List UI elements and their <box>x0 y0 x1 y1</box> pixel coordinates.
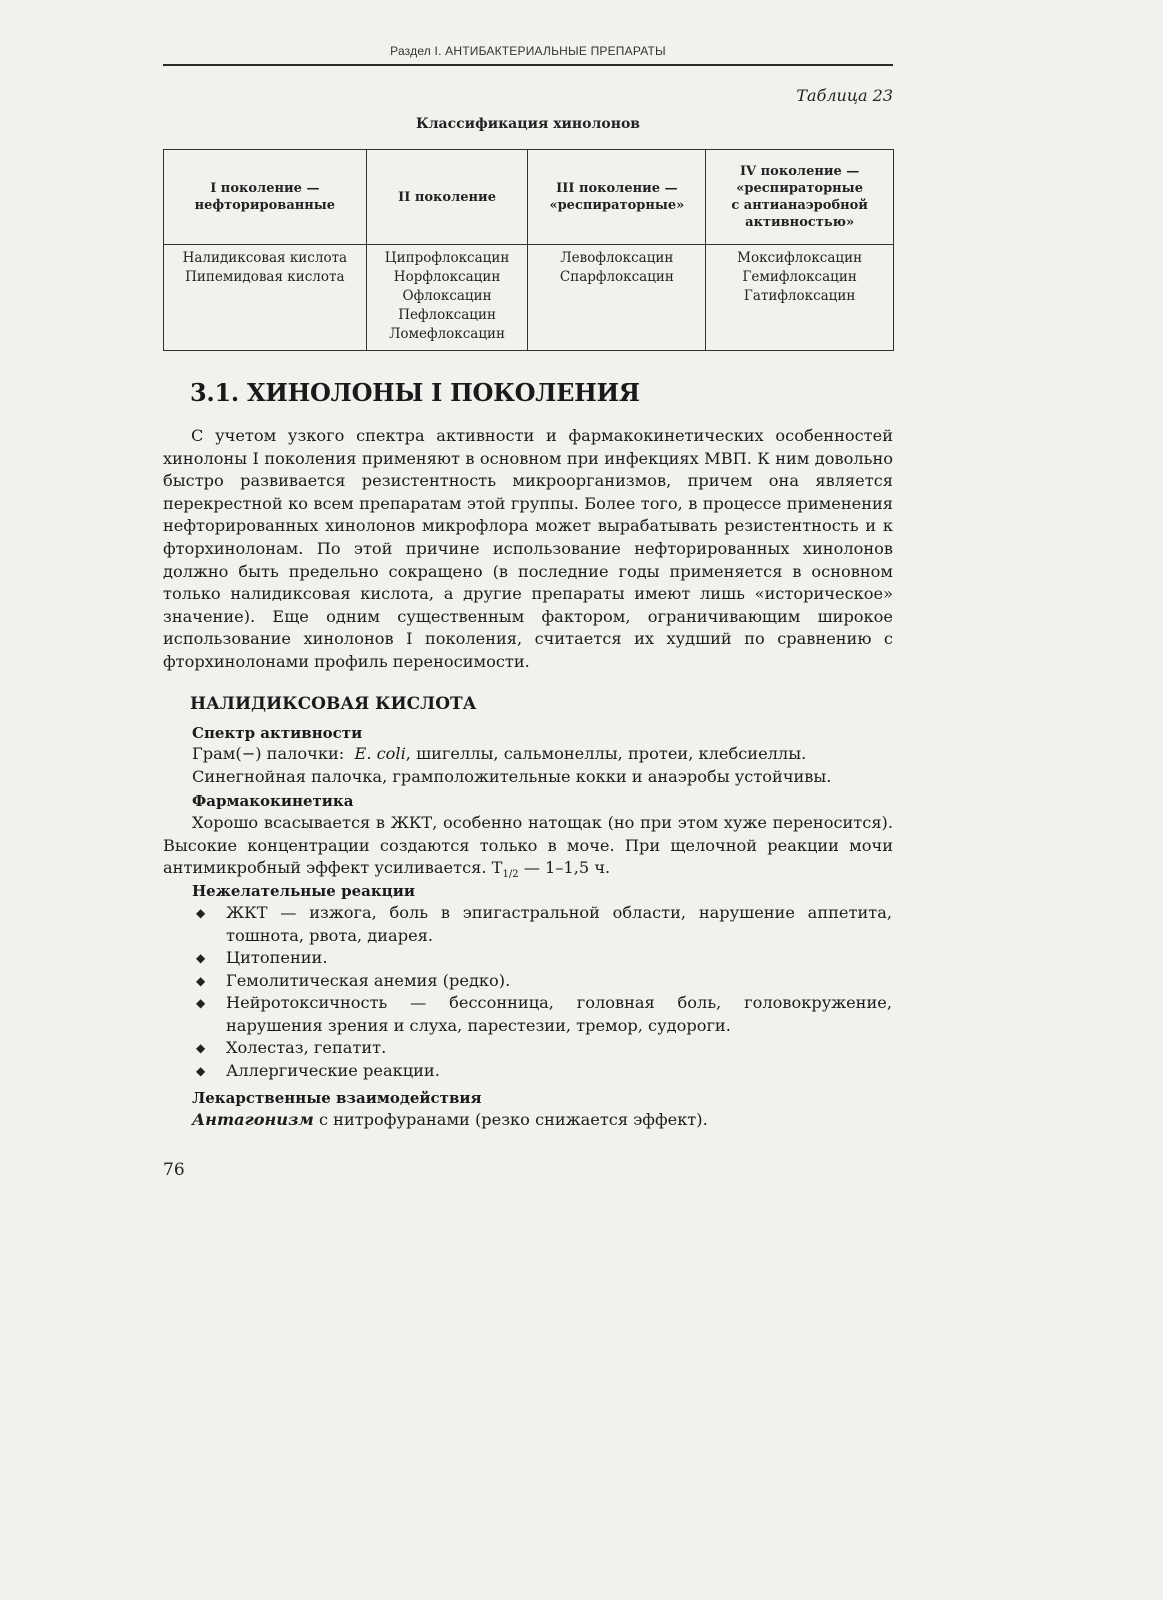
list-item: ◆ Нейротоксичность — бессонница, головная боль, головокружение, нарушения зрения и слуха, парестезии, тремор, судороги. <box>196 993 892 1035</box>
list-item: ◆ ЖКТ — изжога, боль в эпигастральной области, нарушение аппетита, тошнота, рвота, диарея. <box>196 903 892 945</box>
spectrum-line-2: Синегнойная палочка, грамположительные кокки и анаэробы устойчивы. <box>192 767 832 786</box>
table-header-row <box>164 150 894 245</box>
spectrum-label: Спектр активности <box>192 724 363 742</box>
bullet-icon: ◆ <box>196 1041 206 1055</box>
header-gen-1: I поколение — нефторированные <box>164 150 367 245</box>
spectrum-line-1: Грам(−) палочки: E. coli, шигеллы, сальмонеллы, протеи, клебсиеллы. <box>192 744 807 763</box>
header-gen-4: IV поколение — «респираторные с антианаэробной активностью» <box>706 150 894 245</box>
interactions-text: Антагонизм с нитрофуранами (резко снижается эффект). <box>192 1110 708 1129</box>
table-title: Классификация хинолонов <box>415 116 641 132</box>
intro-paragraph: С учетом узкого спектра активности и фармакокинетических особенностей хинолоны I поколения применяют в основном при инфекциях МВП. К ним довольно быстро развивается резистентность микроорганизмов, причем она является перекрестной ко всем препаратам этой группы. Более того, в процессе применения нефторированных хинолонов микрофлора может вырабатывать резистентность и к фторхинолонам. По этой причине использование нефторированных хинолонов должно быть предельно сокращено (в последние годы применяется в основном только налидиксовая кислота, а другие препараты имеют лишь «историческое» значение). Еще одним существенным фактором, ограничивающим широкое использование хинолонов I поколения, считается их худший по сравнению с фторхинолонами профиль переносимости. <box>163 426 893 671</box>
header-gen-2: II поколение <box>366 150 528 245</box>
running-title: Раздел I. АНТИБАКТЕРИАЛЬНЫЕ ПРЕПАРАТЫ <box>390 44 666 58</box>
header-gen-3: III поколение — «респираторные» <box>528 150 706 245</box>
page-number: 76 <box>163 1160 185 1180</box>
quinolone-classification-table <box>163 149 894 351</box>
adverse-reactions-list <box>192 902 892 1082</box>
bullet-icon: ◆ <box>196 973 206 988</box>
bullet-icon: ◆ <box>196 951 206 965</box>
cell-gen-3: Левофлоксацин Спарфлоксацин <box>528 245 706 351</box>
section-heading: 3.1. ХИНОЛОНЫ I ПОКОЛЕНИЯ <box>190 378 640 407</box>
drug-name-heading: НАЛИДИКСОВАЯ КИСЛОТА <box>190 694 477 714</box>
adverse-reactions-label: Нежелательные реакции <box>192 882 415 900</box>
pharmacokinetics-label: Фармакокинетика <box>192 792 354 810</box>
list-item: ◆ Аллергические реакции. <box>192 1060 892 1083</box>
table-row <box>164 245 894 351</box>
header-rule <box>163 64 893 66</box>
bullet-icon: ◆ <box>196 1063 206 1078</box>
list-item: ◆ Цитопении. <box>192 947 892 970</box>
bullet-icon: ◆ <box>196 996 206 1010</box>
table-number: Таблица 23 <box>796 86 893 105</box>
list-item: ◆ Холестаз, гепатит. <box>192 1037 892 1060</box>
pharmacokinetics-text: Хорошо всасывается в ЖКТ, особенно натощак (но при этом хуже переносится). Высокие концентрации создаются только в моче. При щелочной реакции мочи антимикробный эффект усиливается. $T_{1/2}$ — 1–1,5 ч. <box>163 813 893 881</box>
bullet-icon: ◆ <box>196 906 206 920</box>
cell-gen-1: Налидиксовая кислота Пипемидовая кислота <box>164 245 367 351</box>
cell-gen-4: Моксифлоксацин Гемифлоксацин Гатифлоксацин <box>706 245 894 351</box>
cell-gen-2: Ципрофлоксацин Норфлоксацин Офлоксацин Пефлоксацин Ломефлоксацин <box>366 245 528 351</box>
list-item: ◆ Гемолитическая анемия (редко). <box>192 970 892 993</box>
interactions-label: Лекарственные взаимодействия <box>192 1089 482 1107</box>
